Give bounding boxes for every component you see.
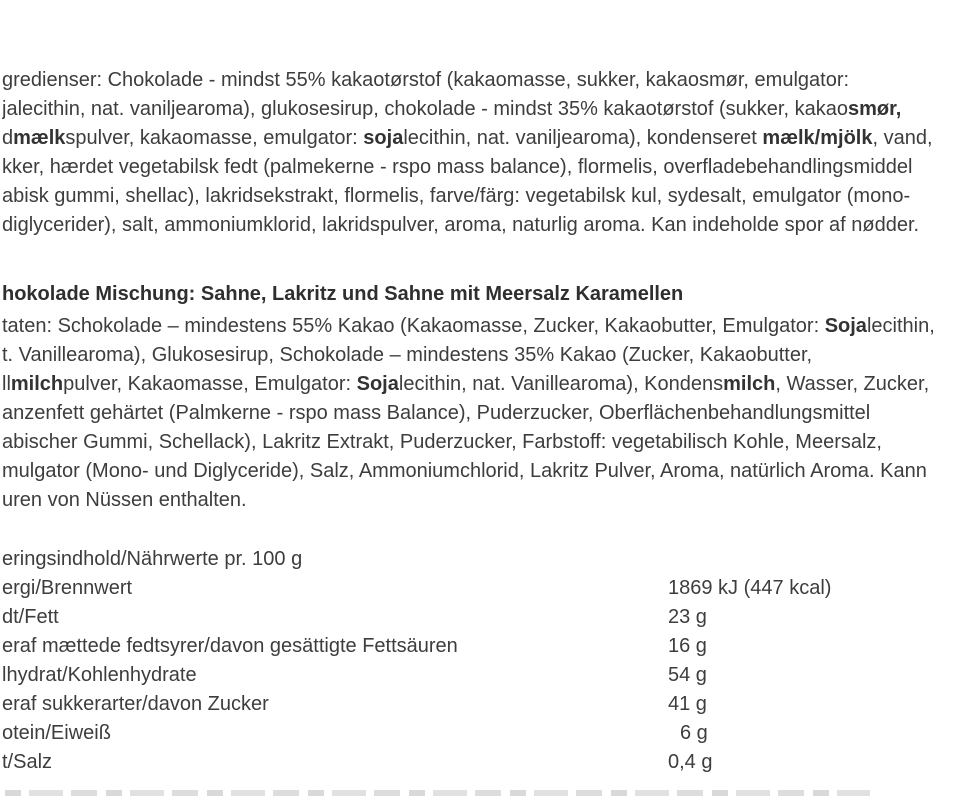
- ingredients-dk-line-1: gredienser: Chokolade - mindst 55% kakaotørstof (kakaomasse, sukker, kakaosmør, emulgator:: [2, 69, 850, 91]
- nutrition-row-carbohydrate: [0, 661, 970, 690]
- nutrition-label: eraf sukkerarter/davon Zucker: [2, 693, 269, 715]
- nutrition-row-saturates: [0, 632, 970, 661]
- nutrition-value: 1869 kJ (447 kcal): [668, 577, 832, 599]
- nutrition-value: 6 g: [680, 722, 708, 744]
- nutrition-table-header: eringsindhold/Nährwerte pr. 100 g: [2, 548, 303, 570]
- ingredients-de-line-1: taten: Schokolade – mindestens 55% Kakao (Kakaomasse, Zucker, Kakaobutter, Emulgator: Sojalecithin,: [2, 315, 935, 337]
- nutrition-row-fat: [0, 603, 970, 632]
- nutrition-value: 0,4 g: [668, 751, 713, 773]
- nutrition-value: 41 g: [668, 693, 707, 715]
- nutrition-label: lhydrat/Kohlenhydrate: [2, 664, 197, 686]
- nutrition-value: 23 g: [668, 606, 707, 628]
- ingredients-dk-line-3: dmælkspulver, kakaomasse, emulgator: sojalecithin, nat. vaniljearoma), kondenseret mælk/mjölk, vand,: [2, 127, 933, 149]
- nutrition-label: t/Salz: [2, 751, 53, 773]
- product-heading-german: hokolade Mischung: Sahne, Lakritz und Sahne mit Meersalz Karamellen: [2, 283, 684, 305]
- nutrition-value: 54 g: [668, 664, 707, 686]
- nutrition-row-protein: [0, 719, 970, 748]
- nutrition-label: ergi/Brennwert: [2, 577, 133, 599]
- ingredients-de-line-2: t. Vanillearoma), Glukosesirup, Schokolade – mindestens 35% Kakao (Zucker, Kakaobutter,: [2, 344, 813, 366]
- ingredients-de-line-5: abischer Gummi, Schellack), Lakritz Extrakt, Puderzucker, Farbstoff: vegetabilisch Kohle, Meersalz,: [2, 431, 882, 453]
- ingredients-de-line-3: llmilchpulver, Kakaomasse, Emulgator: Sojalecithin, nat. Vanillearoma), Kondensmilch, Wasser, Zucker,: [2, 373, 930, 395]
- ingredients-dk-line-6: diglycerider), salt, ammoniumklorid, lakridspulver, aroma, naturlig aroma. Kan indeholde spor af nødder.: [2, 214, 920, 236]
- ingredients-danish-paragraph: [0, 66, 970, 240]
- ingredients-de-line-6: mulgator (Mono- und Diglyceride), Salz, Ammoniumchlorid, Lakritz Pulver, Aroma, natürlich Aroma. Kann: [2, 460, 927, 482]
- nutrition-label: dt/Fett: [2, 606, 59, 628]
- nutrition-row-salt: [0, 748, 970, 777]
- cutoff-next-line-fragments: [5, 790, 870, 796]
- ingredients-de-line-4: anzenfett gehärtet (Palmkerne - rspo mass Balance), Puderzucker, Oberflächenbehandlungsmittel: [2, 402, 871, 424]
- nutrition-label: otein/Eiweiß: [2, 722, 111, 744]
- nutrition-value: 16 g: [668, 635, 707, 657]
- nutrition-row-energy: [0, 574, 970, 603]
- ingredients-dk-line-5: abisk gummi, shellac), lakridsekstrakt, flormelis, farve/färg: vegetabilsk kul, sydesalt, emulgator (mono-: [2, 185, 911, 207]
- nutrition-row-sugars: [0, 690, 970, 719]
- ingredients-de-line-7: uren von Nüssen enthalten.: [2, 489, 247, 511]
- nutrition-label: eraf mættede fedtsyrer/davon gesättigte Fettsäuren: [2, 635, 458, 657]
- nutrition-table: [0, 545, 970, 777]
- ingredients-german-paragraph: [0, 312, 970, 515]
- ingredients-dk-line-4: kker, hærdet vegetabilsk fedt (palmekerne - rspo mass balance), flormelis, overfladebehandlingsmiddel: [2, 156, 913, 178]
- ingredients-dk-line-2: jalecithin, nat. vaniljearoma), glukosesirup, chokolade - mindst 35% kakaotørstof (sukker, kakaosmør,: [2, 98, 902, 120]
